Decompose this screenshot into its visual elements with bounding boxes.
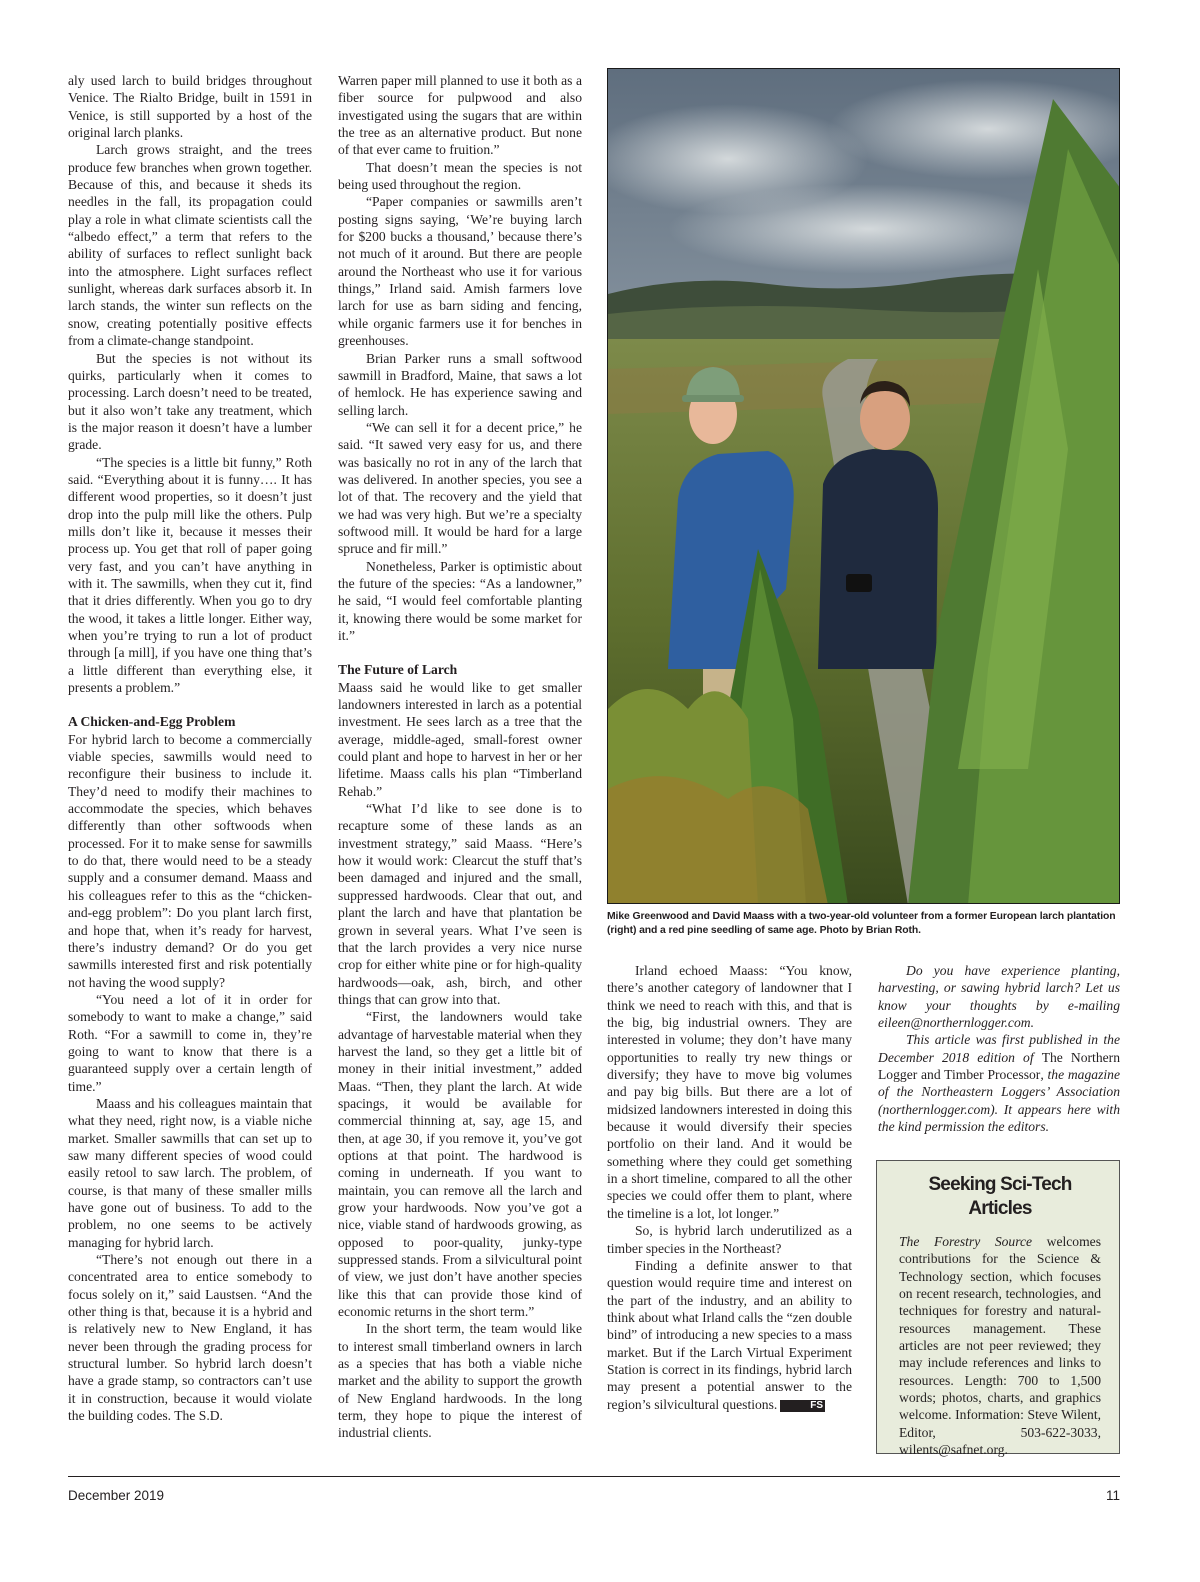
paragraph: “You need a lot of it in order for somebody to want to make a change,” said Roth. “For a sawmill to come in, they’re going to want to know that there is a guaranteed supply over a certain length of time.”	[68, 991, 312, 1094]
paragraph: “The species is a little bit funny,” Roth said. “Everything about it is funny…. It has different wood properties, so it doesn’t just drop into the pulp mill like the others. Pulp mills don’t like it, because it messes their process up. You get that roll of paper going very fast, and you can’t have anything in with it. The sawmills, when they cut it, find that it dries differently. When you go to dry the wood, it takes a little longer. Either way, when you’re trying to run a lot of product through [a mill], if you have one thing that’s a little different than everything else, it presents a problem.”	[68, 454, 312, 696]
reprint-note-text: , the magazine of the Northeastern Loggers’ Association (northernlogger.com). It appears here with the kind permission the editors.	[878, 1067, 1120, 1135]
paragraph: “Paper companies or sawmills aren’t posting signs saying, ‘We’re buying larch for $200 bucks a thousand,’ because there’s not much of it around. But there are people around the Northeast who use it for various things,” Irland said. Amish farmers love larch for use as barn siding and fencing, while organic farmers use it for benches in greenhouses.	[338, 194, 582, 349]
paragraph: But the species is not without its quirks, particularly when it comes to processing. Larch doesn’t need to be treated, but it also won’t take any treatment, which is the major reason it doesn’t have a lumber grade.	[68, 350, 312, 453]
paragraph	[607, 1257, 852, 1413]
paragraph: Maass and his colleagues maintain that what they need, right now, is a viable niche market. Smaller sawmills that can set up to saw many different species of wood could easily retool to saw larch. The problem, of course, is that many of these smaller mills have gone out of business. To add to the problem, no one seems to be actively managing for hybrid larch.	[68, 1095, 312, 1250]
page-number: 11	[1105, 1488, 1120, 1503]
section-heading: A Chicken-and-Egg Problem	[68, 714, 236, 730]
article-column-2	[338, 72, 582, 1442]
reader-prompt: Do you have experience planting, harvesting, or sawing hybrid larch? Let us know your thoughts by e-mailing eileen@northernlogger.com.	[878, 963, 1120, 1031]
paragraph: Maass said he would like to get smaller landowners interested in larch as a potential investment. He sees larch as a tree that the average, middle-aged, small-forest owner could plant and hope to harvest in her or her lifetime. Maass calls his plan “Timberland Rehab.”	[338, 679, 582, 799]
paragraph: “We can sell it for a decent price,” he said. “It sawed very easy for us, and there was basically no rot in any of the larch that was delivered. In another species, you see a lot of that. The recovery and the yield that we had was very high. But we’re a specialty softwood mill. It would be hard for a large spruce and fir mill.”	[338, 419, 582, 557]
section-heading: The Future of Larch	[338, 662, 458, 678]
paragraph: That doesn’t mean the species is not being used throughout the region.	[338, 159, 582, 193]
sidebar-body-text: welcomes contributions for the Science & Technology section, which focuses on recent research, technologies, and techniques for forestry and natural-resources management. These articles are not peer reviewed; they may include references and links to resources. Length: 700 to 1,500 words; photos, charts, and graphics welcome. Information: Steve Wilent, Editor, 503-622-3033, wilents@safnet.org.	[899, 1234, 1101, 1458]
footer-rule	[68, 1476, 1120, 1477]
paragraph-text: Finding a definite answer to that question would require time and interest on the part of the industry, and an ability to think about what Irland calls the “zen double bind” of introducing a new species to a mass market. But if the Larch Virtual Experiment Station is correct in its findings, hybrid larch may present a potential answer to the region’s silvicultural questions.	[607, 1257, 852, 1412]
paragraph: aly used larch to build bridges throughout Venice. The Rialto Bridge, built in 1591 in Venice, is still supported by a host of the original larch planks.	[68, 73, 312, 141]
publication-name: The Northern Logger and Timber Processor	[878, 1049, 1120, 1083]
photo-caption: Mike Greenwood and David Maass with a two-year-old volunteer from a former European larch plantation (right) and a red pine seedling of same age. Photo by Brian Roth.	[607, 911, 1116, 936]
paragraph: In the short term, the team would like to interest small timberland owners in larch as a species that has both a viable niche market and the ability to support the growth of New England hardwoods. In the long term, they hope to pique the interest of industrial clients.	[338, 1321, 582, 1441]
footer-date: December 2019	[68, 1488, 165, 1503]
reprint-note-text: This article was first published in the December 2018 edition of	[878, 1032, 1120, 1065]
sidebar-title: Seeking Sci-Tech Articles	[928, 1174, 1072, 1219]
article-column-3	[607, 962, 852, 1413]
article-column-4	[878, 962, 1120, 1135]
paragraph: Nonetheless, Parker is optimistic about the future of the species: “As a landowner,” he said, “I would feel comfortable planting it, knowing there would be some market for it.”	[338, 558, 582, 643]
paragraph: Irland echoed Maass: “You know, there’s another category of landowner that I think we need to reach with this, and that is the big, big industrial owners. They are interested in volume; they don’t have many opportunities to really try new things or diversify; they have to move big volumes and pay big bills. But there are a lot of midsized landowners interested in doing this because it would diversify their species portfolio on their land. And it would be something where they could get something in a short timeline, compared to all the other species we could offer them to plant, where the timeline is a lot, lot longer.”	[607, 963, 852, 1221]
article-photo	[607, 68, 1120, 904]
publication-name: The Forestry Source	[899, 1234, 1033, 1249]
photo-illustration	[608, 69, 1120, 904]
sidebar-body	[899, 1233, 1101, 1458]
paragraph: “First, the landowners would take advantage of harvestable material when they harvest the land, so they get a little bit of money in their initial investment,” added Maas. “Then, they plant the larch. At wide spacings, it would be available for commercial thinning at, say, age 15, and then, at age 30, if you remove it, you’ve got options at that point. The hardwood is coming in underneath. If you want to maintain, you can remove all the larch and grow your hardwoods. Now you’ve got a nice, viable stand of hardwoods growing, as opposed to poor-quality, junky-type suppressed stands. From a silvicultural point of view, we just don’t have another species like this that can provide those kind of economic returns in the short term.”	[338, 1009, 582, 1320]
sci-tech-sidebar	[876, 1160, 1120, 1458]
paragraph: So, is hybrid larch underutilized as a timber species in the Northeast?	[607, 1223, 852, 1256]
paragraph: Brian Parker runs a small softwood sawmill in Bradford, Maine, that saws a lot of hemlock. He has experience sawing and selling larch.	[338, 350, 582, 418]
article-column-1	[68, 72, 312, 1424]
paragraph: “There’s not enough out there in a concentrated area to entice somebody to focus solely on it,” said Laustsen. “And the other thing is that, because it is a hybrid and is relatively new to New England, it has never been through the grading process for structural lumber. So hybrid larch doesn’t have a grade stamp, so contractors can’t use it in construction, because it would violate the building codes. The S.D.	[68, 1252, 312, 1424]
paragraph: For hybrid larch to become a commercially viable species, sawmills would need to reconfigure their business to include it. They’d need to modify their machines to accommodate the species, which behaves differently than other softwoods when processed. For it to make sense for sawmills to do that, there would need to be a steady supply and a consumer demand. Maass and his colleagues refer to this as the “chicken-and-egg problem”: Do you plant larch first, and hope that, when it’s ready for harvest, there’s industry demand? Or do you get sawmills interested first and risk potentially not having the wood supply?	[68, 731, 312, 990]
reprint-note	[878, 1031, 1120, 1135]
end-of-article-mark: FS	[780, 1400, 825, 1412]
paragraph: Warren paper mill planned to use it both as a fiber source for pulpwood and also investigated using the sugars that are within the tree as an alternative product. But none of that ever came to fruition.”	[338, 73, 582, 158]
paragraph: Larch grows straight, and the trees produce few branches when grown together. Because of this, and because it sheds its needles in the fall, its propagation could play a role in what climate scientists call the “albedo effect,” a term that refers to the ability of surfaces to reflect sunlight back into the atmosphere. Light surfaces reflect sunlight, whereas dark surfaces absorb it. In larch stands, the winter sun reflects on the snow, creating potentially positive effects from a climate-change standpoint.	[68, 142, 312, 349]
paragraph: “What I’d like to see done is to recapture some of these lands as an investment strategy,” said Maass. “Here’s how it would work: Clearcut the stuff that’s been damaged and injured and the small, suppressed hardwoods. Clear that out, and plant the larch and have that plantation be grown in several years. What I’ve seen is that the larch provides a very nice nurse crop for either white pine or for high-quality hardwoods—oak, ash, birch, and other things that can grow into that.	[338, 801, 582, 1007]
